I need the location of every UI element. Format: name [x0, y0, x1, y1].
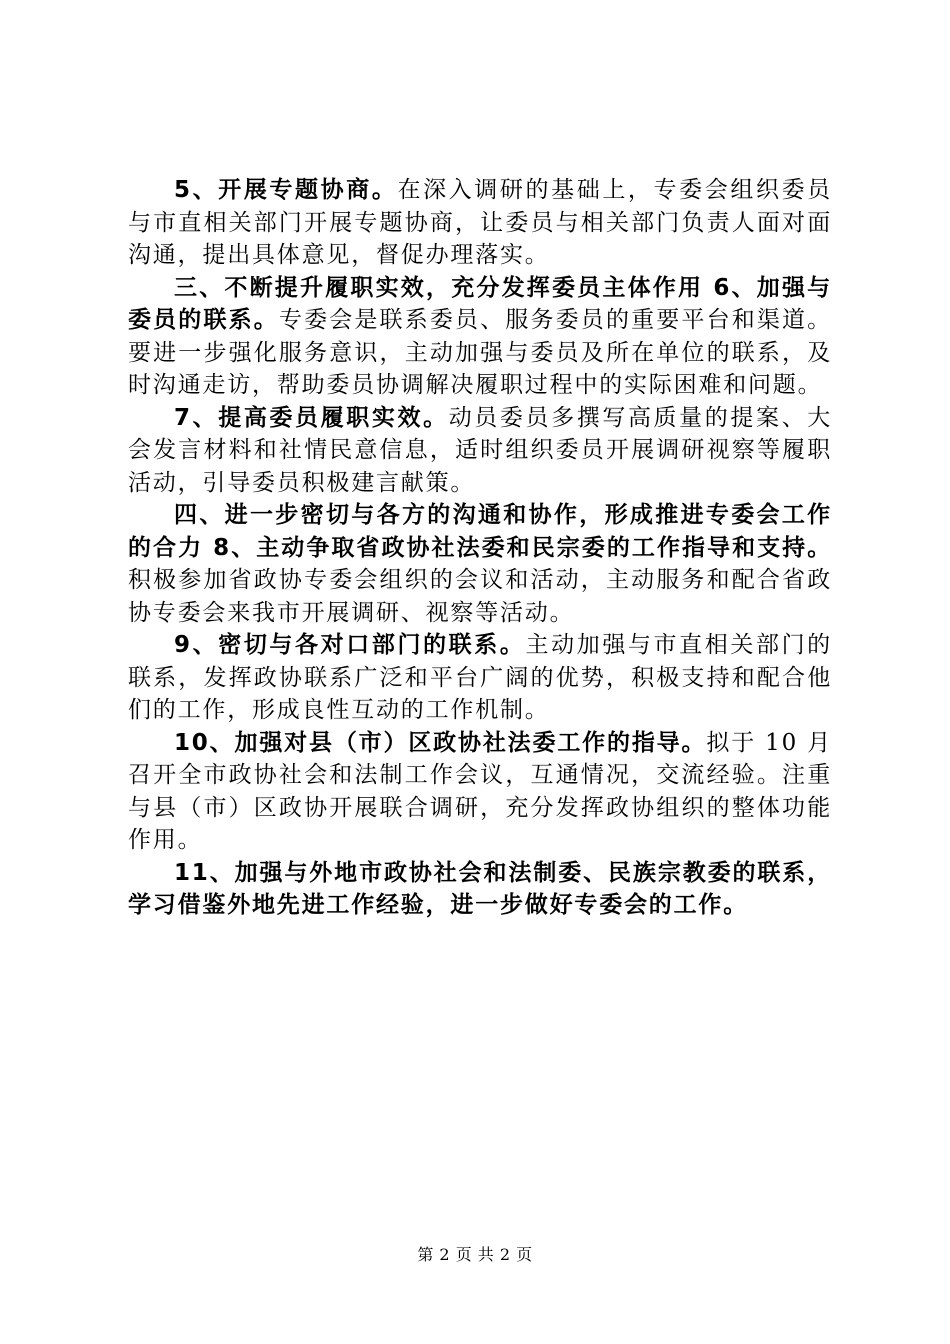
paragraph-2 [128, 272, 832, 402]
paragraph-heading: 9、密切与各对口部门的联系。 [174, 632, 526, 658]
paragraph-7 [128, 857, 832, 922]
paragraph-1 [128, 174, 832, 272]
paragraph-3 [128, 402, 832, 500]
document-body [128, 174, 832, 922]
paragraph-text: 拟于 10 月召开全市政协社会和法制工作会议，互通情况，交流经验。注重与县（市）区政协开展联合调研，充分发挥政协组织的整体功能作用。 [128, 729, 832, 853]
paragraph-text: 专委会是联系委员、服务委员的重要平台和渠道。要进一步强化服务意识，主动加强与委员及所在单位的联系，及时沟通走访，帮助委员协调解决履职过程中的实际困难和问题。 [128, 307, 832, 398]
paragraph-5 [128, 629, 832, 727]
paragraph-heading: 三、不断提升履职实效，充分发挥委员主体作用 6、加强与委员的联系。 [128, 274, 832, 333]
paragraph-4 [128, 499, 832, 629]
paragraph-heading: 11、加强与外地市政协社会和法制委、民族宗教委的联系，学习借鉴外地先进工作经验，进一步做好专委会的工作。 [128, 859, 832, 918]
paragraph-heading: 7、提高委员履职实效。 [174, 404, 449, 431]
paragraph-text: 动员委员多撰写高质量的提案、大会发言材料和社情民意信息，适时组织委员开展调研视察等履职活动，引导委员积极建言献策。 [128, 404, 832, 496]
paragraph-6 [128, 727, 832, 857]
paragraph-heading: 5、开展专题协商。 [174, 177, 398, 203]
paragraph-text: 积极参加省政协专委会组织的会议和活动，主动服务和配合省政协专委会来我市开展调研、视察等活动。 [128, 567, 832, 626]
paragraph-heading: 10、加强对县（市）区政协社法委工作的指导。 [174, 729, 707, 756]
paragraph-text: 主动加强与市直相关部门的联系，发挥政协联系广泛和平台广阔的优势，积极支持和配合他们的工作，形成良性互动的工作机制。 [128, 632, 832, 723]
page-number-footer: 第 2 页 共 2 页 [417, 1245, 533, 1264]
paragraph-heading: 四、进一步密切与各方的沟通和协作，形成推进专委会工作的合力 8、主动争取省政协社法委和民宗委的工作指导和支持。 [128, 502, 832, 561]
paragraph-text: 在深入调研的基础上，专委会组织委员与市直相关部门开展专题协商，让委员与相关部门负责人面对面沟通，提出具体意见，督促办理落实。 [128, 177, 832, 268]
